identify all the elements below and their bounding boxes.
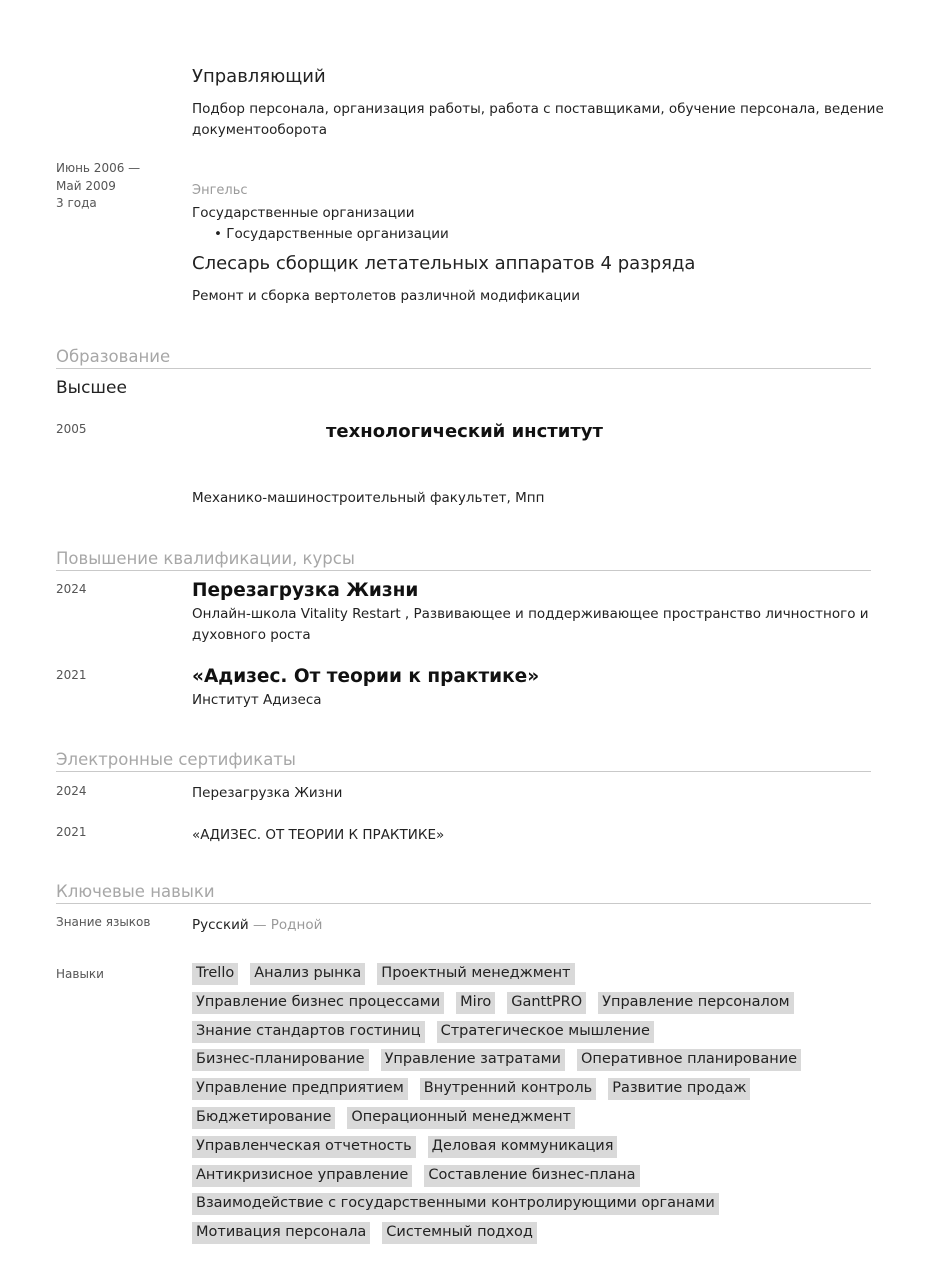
course-org: Институт Адизеса	[192, 692, 322, 708]
education-institution: технологический институт	[326, 421, 603, 442]
job-period-start: Июнь 2006 —	[56, 161, 141, 175]
skill-tag: Управление затратами	[381, 1049, 565, 1071]
skill-tag: Внутренний контроль	[420, 1078, 596, 1100]
job-description: Ремонт и сборка вертолетов различной модификации	[192, 288, 581, 304]
course-org: Онлайн-школа Vitality Restart , Развивающее и поддерживающее пространство личностного и духовного роста	[192, 606, 869, 643]
skill-tag: Мотивация персонала	[192, 1222, 370, 1244]
skill-tag: Системный подход	[382, 1222, 537, 1244]
job-description: Подбор персонала, организация работы, работа с поставщиками, обучение персонала, ведение документооборота	[192, 101, 884, 138]
job-industry: Государственные организации	[192, 205, 415, 221]
skill-row	[192, 1136, 882, 1165]
skill-row	[192, 1021, 882, 1050]
skill-tag: GanttPRO	[507, 992, 586, 1014]
education-faculty: Механико-машиностроительный факультет, Мпп	[192, 490, 545, 506]
skill-row	[192, 1165, 882, 1194]
certificate-year: 2024	[56, 784, 87, 798]
skill-row	[192, 992, 882, 1021]
skill-tag: Знание стандартов гостиниц	[192, 1021, 425, 1043]
skills-list	[192, 963, 882, 1251]
skill-tag: Управленческая отчетность	[192, 1136, 416, 1158]
section-certificates-title: Электронные сертификаты	[56, 750, 871, 772]
skill-tag: Trello	[192, 963, 238, 985]
skill-row	[192, 1049, 882, 1078]
job-city: Энгельс	[192, 183, 248, 198]
skill-tag: Анализ рынка	[250, 963, 365, 985]
skill-tag: Проектный менеджмент	[377, 963, 574, 985]
skill-tag: Бизнес-планирование	[192, 1049, 369, 1071]
skill-tag: Miro	[456, 992, 495, 1014]
skill-tag: Стратегическое мышление	[437, 1021, 654, 1043]
skill-row	[192, 1107, 882, 1136]
skill-row	[192, 963, 882, 992]
certificate-link[interactable]: Перезагрузка Жизни	[192, 785, 343, 801]
course-year: 2021	[56, 668, 87, 682]
skill-tag: Антикризисное управление	[192, 1165, 412, 1187]
job-period-end: Май 2009	[56, 178, 116, 193]
section-skills-title: Ключевые навыки	[56, 882, 871, 904]
course-title: «Адизес. От теории к практике»	[192, 666, 540, 687]
skill-tag: Оперативное планирование	[577, 1049, 801, 1071]
skill-tag: Составление бизнес-плана	[424, 1165, 639, 1187]
job-title: Управляющий	[192, 66, 326, 87]
skill-tag: Управление бизнес процессами	[192, 992, 444, 1014]
language-separator: —	[248, 917, 271, 933]
section-courses-title: Повышение квалификации, курсы	[56, 549, 871, 571]
skill-tag: Операционный менеджмент	[347, 1107, 575, 1129]
language-entry	[192, 915, 322, 936]
skill-row	[192, 1193, 882, 1222]
language-level: Родной	[270, 917, 323, 933]
language-name: Русский	[192, 917, 249, 933]
certificate-year: 2021	[56, 825, 87, 839]
skills-label: Навыки	[56, 967, 104, 981]
course-year: 2024	[56, 582, 87, 596]
certificate-link[interactable]: «АДИЗЕС. ОТ ТЕОРИИ К ПРАКТИКЕ»	[192, 827, 445, 843]
job-title: Слесарь сборщик летательных аппаратов 4 разряда	[192, 253, 696, 274]
job-industry-item: • Государственные организации	[214, 226, 449, 242]
education-level: Высшее	[56, 378, 127, 398]
skill-tag: Бюджетирование	[192, 1107, 335, 1129]
skill-tag: Деловая коммуникация	[428, 1136, 618, 1158]
job-duration: 3 года	[56, 196, 97, 210]
job-period	[56, 160, 140, 213]
languages-label: Знание языков	[56, 915, 151, 929]
skill-tag: Взаимодействие с государственными контролирующими органами	[192, 1193, 719, 1215]
section-education-title: Образование	[56, 347, 871, 369]
education-year: 2005	[56, 422, 87, 436]
skill-row	[192, 1078, 882, 1107]
skill-tag: Управление предприятием	[192, 1078, 408, 1100]
skill-row	[192, 1222, 882, 1251]
course-title: Перезагрузка Жизни	[192, 580, 419, 601]
skill-tag: Управление персоналом	[598, 992, 793, 1014]
skill-tag: Развитие продаж	[608, 1078, 750, 1100]
